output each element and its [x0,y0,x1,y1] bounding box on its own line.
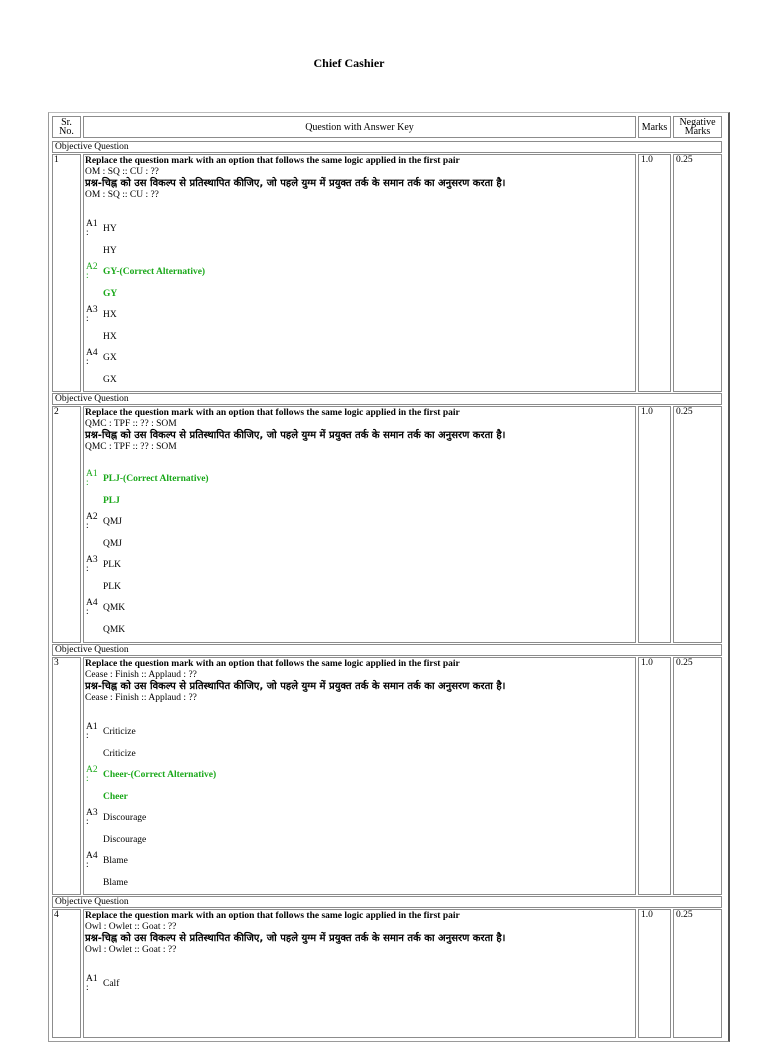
option-label [86,220,98,238]
option-label [86,263,98,281]
question-text [85,408,635,453]
question-text [85,911,635,956]
page-title: Chief Cashier [313,56,385,70]
option-label-text: A3 [86,305,98,315]
option-label [86,766,98,784]
question-series-hindi: Owl : Owlet :: Goat : ?? [85,945,177,955]
option-label [86,306,98,324]
option-text: QMK [103,603,126,613]
marks-cell [638,909,671,1038]
option-label-colon: : [86,817,89,827]
option-text-repeat: PLK [103,582,121,592]
question-number: 2 [54,407,59,417]
negative-cell [673,406,722,643]
option-label-colon: : [86,521,89,531]
answer-option [86,599,386,641]
section-label: Objective Question [55,142,129,152]
question-series-hindi: Cease : Finish :: Applaud : ?? [85,693,197,703]
marks-value: 1.0 [641,155,653,165]
option-label-colon: : [86,860,89,870]
question-number: 1 [54,155,59,165]
question-hindi: प्रश्न-चिह्न को उस विकल्प से प्रतिस्थापित कीजिए, जो पहले युग्म में प्रयुक्त तर्क के समान तर्क का अनुसरण करता है। [85,681,506,692]
option-label-colon: : [86,607,89,617]
option-text: Blame [103,856,128,866]
negative-value: 0.25 [676,658,693,668]
option-label-colon: : [86,564,89,574]
answer-key-table [48,112,730,1042]
question-series: Cease : Finish :: Applaud : ?? [85,669,197,680]
header-sr-no: Sr. No. [52,116,81,138]
option-label-colon: : [86,478,89,488]
marks-cell [638,406,671,643]
marks-cell [638,154,671,392]
header-marks: Marks [638,116,671,138]
answer-option-correct [86,766,386,808]
option-label [86,975,98,993]
option-label-text: A4 [86,598,98,608]
sr-no-cell [52,154,81,392]
section-label: Objective Question [55,645,129,655]
option-label [86,723,98,741]
option-label-text: A4 [86,851,98,861]
option-label-text: A2 [86,512,98,522]
answer-option [86,513,386,555]
answer-option-correct [86,470,386,512]
option-label-text: A1 [86,469,98,479]
negative-cell [673,909,722,1038]
question-cell [83,154,636,392]
option-label-colon: : [86,228,89,238]
section-label: Objective Question [55,897,129,907]
option-text-repeat: QMJ [103,539,123,549]
header-question: Question with Answer Key [83,116,636,138]
option-label-text: A2 [86,765,98,775]
option-text: Calf [103,979,120,989]
answer-option [86,723,386,765]
option-label-text: A3 [86,808,98,818]
question-number: 4 [54,910,59,920]
option-label-colon: : [86,983,89,993]
sr-no-cell [52,909,81,1038]
sr-no-cell [52,406,81,643]
sr-no-cell [52,657,81,895]
option-text: PLJ-(Correct Alternative) [103,474,209,484]
marks-value: 1.0 [641,658,653,668]
section-row [52,393,722,405]
option-text-repeat: HX [103,332,117,342]
option-label-colon: : [86,314,89,324]
option-label-colon: : [86,774,89,784]
option-label-text: A1 [86,974,98,984]
option-text: QMJ [103,517,123,527]
question-text [85,156,635,201]
option-text: HX [103,310,117,320]
marks-value: 1.0 [641,910,653,920]
option-label-text: A2 [86,262,98,272]
option-label-text: A4 [86,348,98,358]
option-label [86,556,98,574]
option-text: Discourage [103,813,147,823]
option-label [86,599,98,617]
question-cell [83,406,636,643]
negative-cell [673,657,722,895]
question-hindi: प्रश्न-चिह्न को उस विकल्प से प्रतिस्थापित कीजिए, जो पहले युग्म में प्रयुक्त तर्क के समान तर्क का अनुसरण करता है। [85,430,506,441]
answer-option [86,809,386,851]
question-hindi: प्रश्न-चिह्न को उस विकल्प से प्रतिस्थापित कीजिए, जो पहले युग्म में प्रयुक्त तर्क के समान तर्क का अनुसरण करता है। [85,933,506,944]
question-number: 3 [54,658,59,668]
question-series-hindi: OM : SQ :: CU : ?? [85,190,159,200]
option-text-repeat: Criticize [103,749,136,759]
section-row [52,141,722,153]
answer-option [86,349,386,391]
option-label [86,470,98,488]
option-text: GY-(Correct Alternative) [103,267,206,277]
option-text: PLK [103,560,121,570]
option-label-colon: : [86,271,89,281]
negative-value: 0.25 [676,155,693,165]
question-series: OM : SQ :: CU : ?? [85,166,159,177]
option-label [86,513,98,531]
question-english: Replace the question mark with an option that follows the same logic applied in the first pair [85,408,460,418]
answer-option-correct [86,263,386,305]
question-series: Owl : Owlet :: Goat : ?? [85,921,177,932]
option-text-repeat: GY [103,289,118,299]
option-label [86,852,98,870]
question-text [85,659,635,704]
answer-option [86,556,386,598]
marks-cell [638,657,671,895]
answer-option [86,852,386,894]
option-text: Cheer-(Correct Alternative) [103,770,217,780]
marks-value: 1.0 [641,407,653,417]
question-english: Replace the question mark with an option that follows the same logic applied in the first pair [85,911,460,921]
option-label-text: A3 [86,555,98,565]
option-text-repeat: Discourage [103,835,147,845]
option-label-text: A1 [86,219,98,229]
option-label [86,349,98,367]
option-text-repeat: HY [103,246,117,256]
option-text: HY [103,224,117,234]
question-cell [83,657,636,895]
header-negative-marks: Negative Marks [673,116,722,138]
section-row [52,644,722,656]
question-english: Replace the question mark with an option that follows the same logic applied in the first pair [85,156,460,166]
option-text-repeat: GX [103,375,117,385]
option-label [86,809,98,827]
negative-value: 0.25 [676,910,693,920]
negative-value: 0.25 [676,407,693,417]
option-text: GX [103,353,117,363]
section-label: Objective Question [55,394,129,404]
answer-option [86,975,386,1017]
answer-option [86,306,386,348]
section-row [52,896,722,908]
negative-cell [673,154,722,392]
question-series-hindi: QMC : TPF :: ?? : SOM [85,442,177,452]
question-series: QMC : TPF :: ?? : SOM [85,418,177,429]
question-cell [83,909,636,1038]
option-label-colon: : [86,357,89,367]
question-english: Replace the question mark with an option that follows the same logic applied in the first pair [85,659,460,669]
question-hindi: प्रश्न-चिह्न को उस विकल्प से प्रतिस्थापित कीजिए, जो पहले युग्म में प्रयुक्त तर्क के समान तर्क का अनुसरण करता है। [85,178,506,189]
option-text-repeat: Cheer [103,792,128,802]
option-text-repeat: QMK [103,625,126,635]
option-text-repeat: PLJ [103,496,120,506]
answer-option [86,220,386,262]
option-label-text: A1 [86,722,98,732]
option-text-repeat: Blame [103,878,128,888]
option-text: Criticize [103,727,136,737]
option-label-colon: : [86,731,89,741]
